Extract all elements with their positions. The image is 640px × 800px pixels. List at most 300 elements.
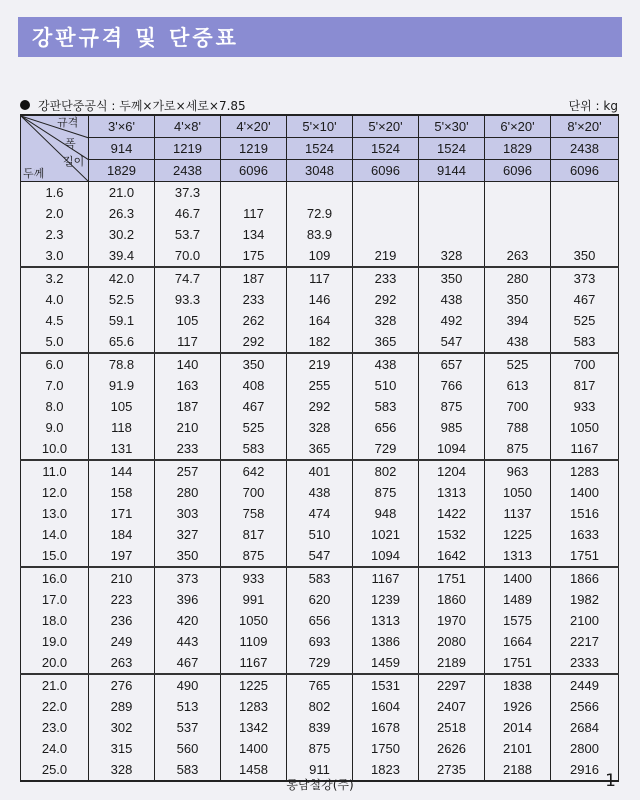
weight-cell: 802 [287,696,353,717]
weight-cell: 210 [155,417,221,438]
weight-cell: 1225 [221,674,287,696]
thickness-cell: 15.0 [21,545,89,567]
thickness-cell: 22.0 [21,696,89,717]
weight-cell: 2626 [419,738,485,759]
thickness-cell: 5.0 [21,331,89,353]
weight-cell: 1225 [485,524,551,545]
weight-cell: 187 [221,267,287,289]
weight-cell: 492 [419,310,485,331]
page-title: 강판규격 및 단중표 [32,26,239,50]
weight-cell [485,224,551,245]
width-cell: 1219 [155,138,221,160]
weight-cell: 547 [287,545,353,567]
weight-cell: 303 [155,503,221,524]
weight-cell: 105 [155,310,221,331]
weight-cell: 1283 [551,460,619,482]
weight-cell: 1050 [221,610,287,631]
weight-cell [353,224,419,245]
weight-cell: 875 [419,396,485,417]
table-row [21,589,619,610]
thickness-cell: 16.0 [21,567,89,589]
length-cell: 6096 [551,160,619,182]
weight-cell: 146 [287,289,353,310]
table-row [21,696,619,717]
weight-cell: 1313 [419,482,485,503]
weight-cell: 350 [155,545,221,567]
weight-cell: 396 [155,589,221,610]
weight-cell: 1838 [485,674,551,696]
thickness-cell: 3.2 [21,267,89,289]
weight-cell: 236 [89,610,155,631]
weight-cell: 233 [221,289,287,310]
weight-cell: 175 [221,245,287,267]
weight-cell: 2735 [419,759,485,781]
weight-cell: 2518 [419,717,485,738]
weight-cell: 766 [419,375,485,396]
thickness-cell: 7.0 [21,375,89,396]
weight-cell: 474 [287,503,353,524]
weight-cell: 1313 [353,610,419,631]
weight-cell: 765 [287,674,353,696]
thickness-cell: 4.5 [21,310,89,331]
table-row [21,738,619,759]
weight-cell: 328 [89,759,155,781]
weight-cell: 1750 [353,738,419,759]
width-cell: 1524 [287,138,353,160]
weight-cell: 21.0 [89,182,155,204]
weight-cell [551,203,619,224]
weight-cell: 1982 [551,589,619,610]
weight-cell: 263 [89,652,155,674]
weight-cell: 280 [485,267,551,289]
table-row [21,182,619,204]
thickness-cell: 18.0 [21,610,89,631]
table-row [21,631,619,652]
weight-cell: 1400 [221,738,287,759]
weight-cell: 373 [155,567,221,589]
weight-cell: 276 [89,674,155,696]
weight-cell [419,224,485,245]
weight-cell: 1532 [419,524,485,545]
table-row [21,652,619,674]
weight-cell: 1400 [485,567,551,589]
weight-cell: 991 [221,589,287,610]
table-row [21,482,619,503]
corner-label-spec: 규격 [57,117,79,129]
thickness-cell: 24.0 [21,738,89,759]
weight-cell: 163 [155,375,221,396]
weight-cell: 280 [155,482,221,503]
spec-cell: 4'×8' [155,115,221,138]
weight-cell: 788 [485,417,551,438]
table-row [21,245,619,267]
steel-plate-weight-table [20,114,619,782]
weight-cell: 78.8 [89,353,155,375]
weight-cell: 583 [551,331,619,353]
weight-cell: 350 [485,289,551,310]
weight-cell: 394 [485,310,551,331]
weight-cell: 1313 [485,545,551,567]
weight-cell: 911 [287,759,353,781]
thickness-cell: 12.0 [21,482,89,503]
weight-cell [419,182,485,204]
weight-cell: 510 [353,375,419,396]
weight-cell: 1021 [353,524,419,545]
weight-cell: 134 [221,224,287,245]
table-row [21,460,619,482]
weight-cell: 700 [485,396,551,417]
weight-cell: 350 [221,353,287,375]
thickness-cell: 14.0 [21,524,89,545]
weight-cell: 328 [419,245,485,267]
weight-cell: 72.9 [287,203,353,224]
weight-cell: 438 [353,353,419,375]
weight-cell: 513 [155,696,221,717]
weight-cell: 255 [287,375,353,396]
weight-cell: 182 [287,331,353,353]
weight-cell [221,182,287,204]
weight-cell: 1050 [485,482,551,503]
unit-label: 단위 : kg [568,98,618,113]
weight-cell: 1866 [551,567,619,589]
width-cell: 1524 [419,138,485,160]
weight-cell: 233 [155,438,221,460]
page-number: 1 [605,771,616,791]
weight-cell: 933 [551,396,619,417]
formula-row [20,97,618,113]
weight-cell: 525 [551,310,619,331]
weight-cell: 2800 [551,738,619,759]
weight-cell [287,182,353,204]
thickness-cell: 11.0 [21,460,89,482]
weight-cell: 350 [419,267,485,289]
weight-cell [419,203,485,224]
thickness-cell: 2.0 [21,203,89,224]
weight-cell: 219 [287,353,353,375]
width-cell: 2438 [551,138,619,160]
weight-cell: 1094 [419,438,485,460]
weight-cell: 933 [221,567,287,589]
weight-cell: 1204 [419,460,485,482]
weight-cell: 118 [89,417,155,438]
table-row [21,610,619,631]
spec-cell: 5'×10' [287,115,353,138]
length-cell: 1829 [89,160,155,182]
table-row [21,545,619,567]
weight-cell: 46.7 [155,203,221,224]
weight-cell: 693 [287,631,353,652]
table-row [21,331,619,353]
weight-cell: 583 [155,759,221,781]
weight-cell: 1283 [221,696,287,717]
weight-cell: 583 [353,396,419,417]
weight-cell: 2449 [551,674,619,696]
table-row [21,396,619,417]
table-row [21,674,619,696]
weight-cell: 560 [155,738,221,759]
weight-cell: 2566 [551,696,619,717]
weight-cell: 1422 [419,503,485,524]
weight-cell: 1575 [485,610,551,631]
weight-cell: 642 [221,460,287,482]
weight-cell: 91.9 [89,375,155,396]
weight-cell: 1860 [419,589,485,610]
weight-cell: 963 [485,460,551,482]
weight-cell: 817 [221,524,287,545]
table-row [21,224,619,245]
weight-cell: 197 [89,545,155,567]
weight-cell: 210 [89,567,155,589]
width-header-row [21,138,619,160]
weight-cell: 70.0 [155,245,221,267]
table-row [21,267,619,289]
corner-header-cell [21,115,89,182]
weight-cell: 30.2 [89,224,155,245]
weight-cell: 65.6 [89,331,155,353]
thickness-cell: 20.0 [21,652,89,674]
weight-cell: 525 [485,353,551,375]
weight-cell: 262 [221,310,287,331]
weight-cell: 1094 [353,545,419,567]
width-cell: 1829 [485,138,551,160]
weight-cell [353,182,419,204]
weight-cell: 2100 [551,610,619,631]
thickness-cell: 10.0 [21,438,89,460]
weight-cell [551,182,619,204]
weight-cell: 2101 [485,738,551,759]
weight-cell: 1751 [551,545,619,567]
weight-cell: 117 [155,331,221,353]
width-cell: 1524 [353,138,419,160]
table-row [21,524,619,545]
weight-cell [353,203,419,224]
weight-cell: 292 [221,331,287,353]
table-row [21,438,619,460]
weight-cell: 2014 [485,717,551,738]
weight-cell: 289 [89,696,155,717]
weight-cell: 985 [419,417,485,438]
weight-cell: 1342 [221,717,287,738]
spec-header-row [21,115,619,138]
corner-label-length: 길이 [63,156,85,168]
weight-cell [485,182,551,204]
weight-cell: 1751 [419,567,485,589]
weight-cell: 656 [287,610,353,631]
weight-cell: 948 [353,503,419,524]
length-cell: 2438 [155,160,221,182]
spec-cell: 3'×6' [89,115,155,138]
weight-cell: 223 [89,589,155,610]
weight-cell: 315 [89,738,155,759]
weight-cell: 443 [155,631,221,652]
weight-cell: 817 [551,375,619,396]
weight-cell: 2217 [551,631,619,652]
weight-cell: 467 [155,652,221,674]
weight-cell: 1531 [353,674,419,696]
thickness-cell: 21.0 [21,674,89,696]
weight-cell: 328 [287,417,353,438]
weight-cell: 93.3 [155,289,221,310]
weight-cell: 327 [155,524,221,545]
weight-cell: 219 [353,245,419,267]
weight-cell: 1633 [551,524,619,545]
weight-cell: 109 [287,245,353,267]
thickness-cell: 13.0 [21,503,89,524]
spec-cell: 5'×20' [353,115,419,138]
weight-cell: 257 [155,460,221,482]
weight-cell: 83.9 [287,224,353,245]
weight-cell: 2189 [419,652,485,674]
weight-cell: 350 [551,245,619,267]
weight-cell: 729 [287,652,353,674]
weight-cell: 1823 [353,759,419,781]
table-row [21,353,619,375]
thickness-cell: 25.0 [21,759,89,781]
weight-cell [485,203,551,224]
weight-cell: 583 [287,567,353,589]
weight-cell: 1050 [551,417,619,438]
thickness-cell: 6.0 [21,353,89,375]
table-row [21,375,619,396]
length-header-row [21,160,619,182]
weight-cell: 1516 [551,503,619,524]
length-cell: 9144 [419,160,485,182]
weight-cell: 1678 [353,717,419,738]
weight-formula: 강판단중공식 : 두께×가로×세로×7.85 [38,98,246,113]
weight-cell: 158 [89,482,155,503]
weight-cell: 613 [485,375,551,396]
weight-cell: 117 [287,267,353,289]
weight-cell: 467 [221,396,287,417]
weight-cell: 1458 [221,759,287,781]
weight-cell: 1489 [485,589,551,610]
weight-cell: 140 [155,353,221,375]
company-name: 동남철강(주) [286,778,354,792]
weight-cell: 59.1 [89,310,155,331]
weight-cell: 2333 [551,652,619,674]
thickness-cell: 8.0 [21,396,89,417]
weight-cell: 438 [419,289,485,310]
weight-cell: 1604 [353,696,419,717]
weight-cell: 700 [221,482,287,503]
weight-cell: 875 [221,545,287,567]
weight-cell: 302 [89,717,155,738]
weight-cell: 1459 [353,652,419,674]
weight-cell: 537 [155,717,221,738]
weight-cell: 74.7 [155,267,221,289]
weight-cell: 1400 [551,482,619,503]
weight-cell: 729 [353,438,419,460]
weight-cell: 2080 [419,631,485,652]
thickness-cell: 4.0 [21,289,89,310]
thickness-cell: 23.0 [21,717,89,738]
weight-cell: 490 [155,674,221,696]
weight-cell: 52.5 [89,289,155,310]
weight-cell: 510 [287,524,353,545]
weight-cell: 365 [353,331,419,353]
table-row [21,717,619,738]
weight-cell: 249 [89,631,155,652]
thickness-cell: 2.3 [21,224,89,245]
weight-cell: 758 [221,503,287,524]
weight-cell: 1109 [221,631,287,652]
weight-cell: 37.3 [155,182,221,204]
weight-cell: 401 [287,460,353,482]
weight-cell: 1386 [353,631,419,652]
thickness-cell: 19.0 [21,631,89,652]
weight-cell: 1167 [221,652,287,674]
weight-cell: 1642 [419,545,485,567]
weight-cell: 2188 [485,759,551,781]
weight-cell: 373 [551,267,619,289]
weight-cell: 1926 [485,696,551,717]
spec-cell: 8'×20' [551,115,619,138]
weight-cell: 184 [89,524,155,545]
weight-cell: 328 [353,310,419,331]
weight-cell: 2916 [551,759,619,781]
weight-cell: 2297 [419,674,485,696]
weight-cell: 547 [419,331,485,353]
table-row [21,310,619,331]
weight-cell: 802 [353,460,419,482]
weight-cell: 620 [287,589,353,610]
bullet-icon [20,100,30,110]
weight-cell [551,224,619,245]
weight-cell: 1239 [353,589,419,610]
weight-cell: 117 [221,203,287,224]
weight-cell: 1664 [485,631,551,652]
weight-cell: 292 [287,396,353,417]
weight-cell: 105 [89,396,155,417]
spec-cell: 5'×30' [419,115,485,138]
weight-cell: 263 [485,245,551,267]
weight-cell: 39.4 [89,245,155,267]
weight-cell: 187 [155,396,221,417]
title-bar [18,17,622,57]
weight-cell: 233 [353,267,419,289]
table-row [21,567,619,589]
weight-cell: 1970 [419,610,485,631]
thickness-cell: 1.6 [21,182,89,204]
table-row [21,289,619,310]
weight-cell: 1167 [353,567,419,589]
thickness-cell: 3.0 [21,245,89,267]
weight-cell: 583 [221,438,287,460]
spec-cell: 6'×20' [485,115,551,138]
weight-cell: 144 [89,460,155,482]
weight-cell: 1167 [551,438,619,460]
weight-cell: 365 [287,438,353,460]
length-cell: 6096 [221,160,287,182]
weight-cell: 438 [485,331,551,353]
weight-cell: 657 [419,353,485,375]
corner-label-width: 폭 [65,138,76,150]
length-cell: 6096 [353,160,419,182]
weight-cell: 171 [89,503,155,524]
width-cell: 1219 [221,138,287,160]
weight-cell: 420 [155,610,221,631]
thickness-cell: 9.0 [21,417,89,438]
weight-cell: 164 [287,310,353,331]
weight-cell: 1751 [485,652,551,674]
weight-cell: 2407 [419,696,485,717]
weight-cell: 875 [485,438,551,460]
corner-label-thickness: 두께 [23,168,45,180]
table-row [21,503,619,524]
weight-cell: 656 [353,417,419,438]
weight-cell: 700 [551,353,619,375]
weight-cell: 26.3 [89,203,155,224]
